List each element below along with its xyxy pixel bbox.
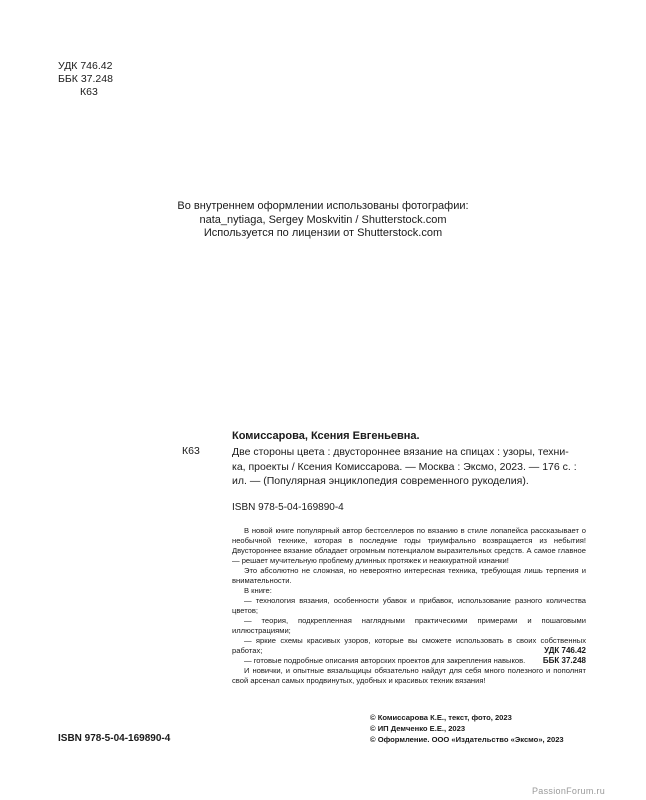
- author-mark: К63: [80, 86, 98, 98]
- classification-block: [58, 60, 113, 99]
- entry-isbn: ISBN 978-5-04-169890-4: [232, 502, 344, 513]
- entry-udk: УДК 746.42: [544, 646, 586, 655]
- entry-author-mark: К63: [182, 445, 200, 457]
- annotation-paragraph: В книге:: [244, 586, 272, 595]
- photo-credit-line: nata_nytiaga, Sergey Moskvitin / Shutterstock.com: [199, 213, 447, 226]
- photo-credit-line: Используется по лицензии от Shutterstock.com: [203, 227, 443, 239]
- entry-author: Комиссарова, Ксения Евгеньевна.: [232, 430, 420, 442]
- entry-codes: [490, 646, 586, 666]
- copyright-block: [370, 712, 564, 745]
- annotation-paragraph: И новички, и опытные вязальщицы обязательно найдут для себя много полезного и пополнят свой арсенал самых продвинутых, удобных и красивых техник вязания!: [232, 666, 586, 685]
- annotation-list-item: — яркие схемы красивых узоров, которые вы сможете использовать в своих собственных работах;: [232, 636, 586, 655]
- annotation-list-item: — теория, подкрепленная наглядными практическими примерами и пошаговыми иллюстрациями;: [232, 616, 586, 635]
- description-line: ил. — (Популярная энциклопедия современного рукоделия).: [232, 475, 529, 487]
- entry-description: [232, 445, 586, 489]
- annotation-paragraph: В новой книге популярный автор бестселлеров по вязанию в стиле лопапейса рассказывает о необычной технике, которая в последние годы триумфально возвращается из небытия! Двустороннее вязание обладает огромным потенциалом выразительных средств. А самое главное — решает мучительную проблему длинных протяжек и неаккуратной изнанки!: [232, 526, 586, 565]
- entry-bbk: ББК 37.248: [542, 656, 586, 665]
- annotation-paragraph: Это абсолютно не сложная, но невероятно интересная техника, требующая лишь терпения и внимательности.: [232, 566, 586, 585]
- bbk-code: ББК 37.248: [58, 73, 113, 85]
- description-line: ка, проекты / Ксения Комиссарова. — Москва : Эксмо, 2023. — 176 с. :: [232, 460, 577, 473]
- copyright-line: © Комиссарова К.Е., текст, фото, 2023: [370, 713, 512, 722]
- photo-credits: [0, 200, 646, 241]
- copyright-line: © Оформление. ООО «Издательство «Эксмо», 2023: [370, 735, 564, 744]
- annotation-list-item: — готовые подробные описания авторских проектов для закрепления навыков.: [244, 656, 526, 665]
- photo-credit-line: Во внутреннем оформлении использованы фотографии:: [177, 200, 469, 212]
- watermark: PassionForum.ru: [532, 786, 606, 796]
- copyright-line: © ИП Демченко Е.Е., 2023: [370, 724, 466, 733]
- annotation-list-item: — технология вязания, особенности убавок и прибавок, использование разного количества цветов;: [232, 596, 586, 615]
- isbn-bottom: ISBN 978-5-04-169890-4: [58, 733, 171, 744]
- description-line: Две стороны цвета : двустороннее вязание на спицах : узоры, техни-: [232, 446, 569, 458]
- udk-code: УДК 746.42: [58, 60, 113, 72]
